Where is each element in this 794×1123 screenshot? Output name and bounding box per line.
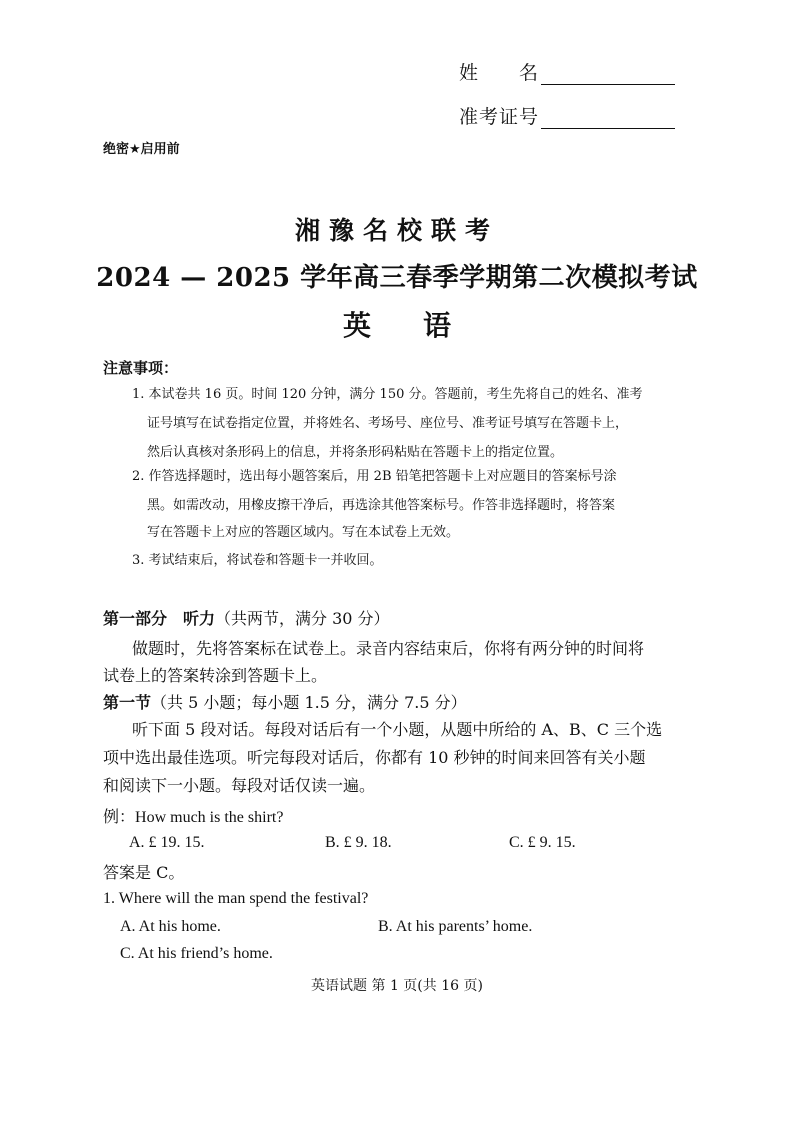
section1-heading-bold: 第一节 (103, 693, 152, 712)
example-question-text: How much is the shirt? (135, 809, 284, 826)
subject-title: 英语 (342, 309, 503, 342)
section1-heading-rest: （共 5 小题；每小题 1.5 分，满分 7.5 分） (151, 693, 467, 712)
id-label: 准考证号 (459, 106, 540, 128)
secret-mark: 绝密★启用前 (103, 142, 180, 157)
example-option-c: C. £ 9. 15. (509, 834, 576, 851)
part1-heading-rest: （共两节，满分 30 分） (215, 609, 390, 628)
exam-name-title: 2024 — 2025 学年高三春季学期第二次模拟考试 (96, 263, 698, 293)
name-blank-line (541, 66, 675, 85)
note-line: 3. 考试结束后，将试卷和答题卡一并收回。 (132, 553, 383, 568)
exam-alliance-title: 湘豫名校联考 (294, 216, 499, 245)
question-option-b: B. At his parents’ home. (378, 918, 533, 935)
notes-heading: 注意事项： (103, 359, 179, 377)
question-option-c: C. At his friend’s home. (120, 945, 273, 962)
part1-heading-bold: 第一部分 听力 (103, 609, 216, 628)
note-line: 1. 本试卷共 16 页。时间 120 分钟，满分 150 分。答题前，考生先将自己的姓名、准考 (132, 387, 643, 402)
example-question (103, 804, 283, 827)
example-option-a: A. £ 19. 15. (129, 834, 205, 851)
id-blank-line (541, 110, 675, 129)
example-prefix: 例： (103, 807, 136, 826)
question-option-a: A. At his home. (120, 918, 221, 935)
note-line: 黑。如需改动，用橡皮擦干净后，再选涂其他答案标号。作答非选择题时，将答案 (147, 498, 616, 513)
section1-heading (103, 690, 467, 713)
page-footer: 英语试题 第 1 页(共 16 页) (311, 978, 483, 994)
part1-intro-line: 做题时，先将答案标在试卷上。录音内容结束后，你将有两分钟的时间将 (132, 639, 645, 658)
section1-intro-line: 项中选出最佳选项。听完每段对话后，你都有 10 秒钟的时间来回答有关小题 (103, 748, 646, 767)
note-line: 证号填写在试卷指定位置，并将姓名、考场号、座位号、准考证号填写在答题卡上， (147, 416, 629, 431)
section1-intro-line: 和阅读下一小题。每段对话仅读一遍。 (103, 776, 376, 795)
candidate-id-row (459, 102, 675, 129)
candidate-name-row (459, 58, 675, 85)
example-answer: 答案是 C。 (103, 863, 185, 882)
note-line: 写在答题卡上对应的答题区域内。写在本试卷上无效。 (147, 525, 460, 540)
name-label: 姓 名 (459, 62, 540, 84)
part1-heading (103, 606, 390, 629)
part1-intro-line: 试卷上的答案转涂到答题卡上。 (103, 666, 328, 685)
note-line: 2. 作答选择题时，选出每小题答案后，用 2B 铅笔把答题卡上对应题目的答案标号涂 (132, 469, 617, 484)
example-option-b: B. £ 9. 18. (325, 834, 392, 851)
section1-intro-line: 听下面 5 段对话。每段对话后有一个小题，从题中所给的 A、B、C 三个选 (132, 720, 663, 739)
note-line: 然后认真核对条形码上的信息，并将条形码粘贴在答题卡上的指定位置。 (147, 445, 564, 460)
question-stem: 1. Where will the man spend the festival? (103, 890, 369, 907)
